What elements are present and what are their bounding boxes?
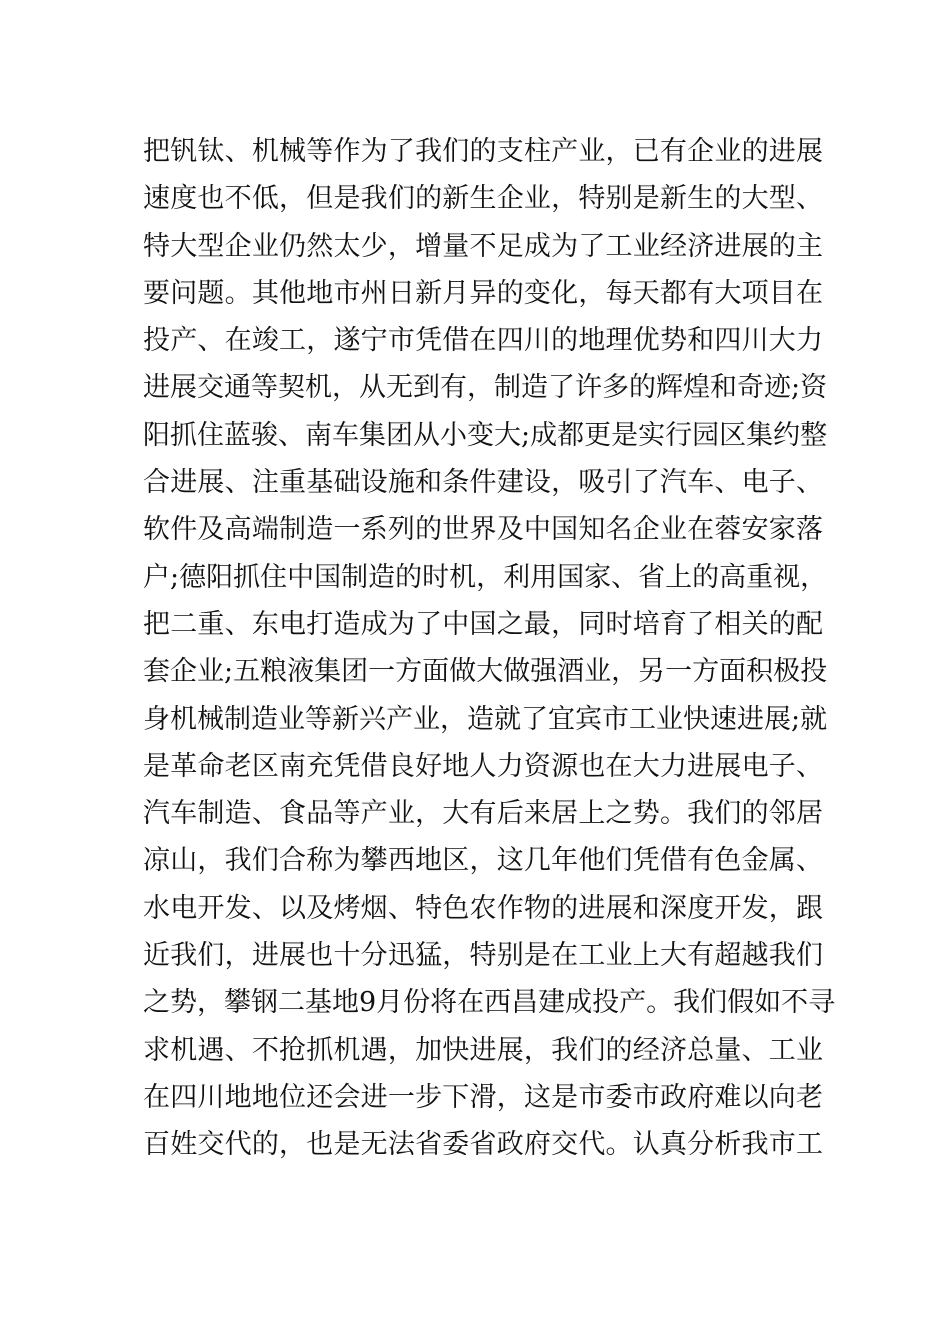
- text-line: 身机械制造业等新兴产业，造就了宜宾市工业快速进展;就: [143, 703, 828, 735]
- text-line: 要问题。其他地市州日新月异的变化，每天都有大项目在: [143, 277, 823, 309]
- body-text: [143, 128, 836, 1169]
- text-line: 进展交通等契机，从无到有，制造了许多的辉煌和奇迹;资: [143, 372, 828, 404]
- text-line: 求机遇、不抢抓机遇，加快进展，我们的经济总量、工业: [143, 1034, 823, 1066]
- text-line: 阳抓住蓝骏、南车集团从小变大;成都更是实行园区集约整: [143, 419, 828, 451]
- text-line: 把钒钛、机械等作为了我们的支柱产业，已有企业的进展: [143, 136, 823, 167]
- text-line: 水电开发、以及烤烟、特色农作物的进展和深度开发，跟: [143, 892, 823, 924]
- text-line: 速度也不低，但是我们的新生企业，特别是新生的大型、: [143, 183, 823, 215]
- text-line: 在四川地地位还会进一步下滑，这是市委市政府难以向老: [143, 1081, 823, 1113]
- text-line: 特大型企业仍然太少，增量不足成为了工业经济进展的主: [143, 230, 823, 262]
- text-line: 凉山，我们合称为攀西地区，这几年他们凭借有色金属、: [143, 845, 823, 877]
- text-line: 合进展、注重基础设施和条件建设，吸引了汽车、电子、: [143, 467, 823, 499]
- text-line: 户;德阳抓住中国制造的时机，利用国家、省上的高重视，: [143, 561, 828, 593]
- text-line: 套企业;五粮液集团一方面做大做强酒业，另一方面积极投: [143, 656, 828, 688]
- text-line: 软件及高端制造一系列的世界及中国知名企业在蓉安家落: [143, 514, 823, 546]
- text-line: 是革命老区南充凭借良好地人力资源也在大力进展电子、: [143, 750, 823, 782]
- text-line: 百姓交代的，也是无法省委省政府交代。认真分析我市工: [143, 1129, 823, 1161]
- text-line: 把二重、东电打造成为了中国之最，同时培育了相关的配: [143, 608, 823, 640]
- text-line: 汽车制造、食品等产业，大有后来居上之势。我们的邻居: [143, 798, 823, 830]
- text-line: 投产、在竣工，遂宁市凭借在四川的地理优势和四川大力: [143, 325, 823, 357]
- text-line: 近我们，进展也十分迅猛，特别是在工业上大有超越我们: [143, 940, 823, 972]
- text-line: 之势，攀钢二基地9月份将在西昌建成投产。我们假如不寻: [143, 987, 836, 1019]
